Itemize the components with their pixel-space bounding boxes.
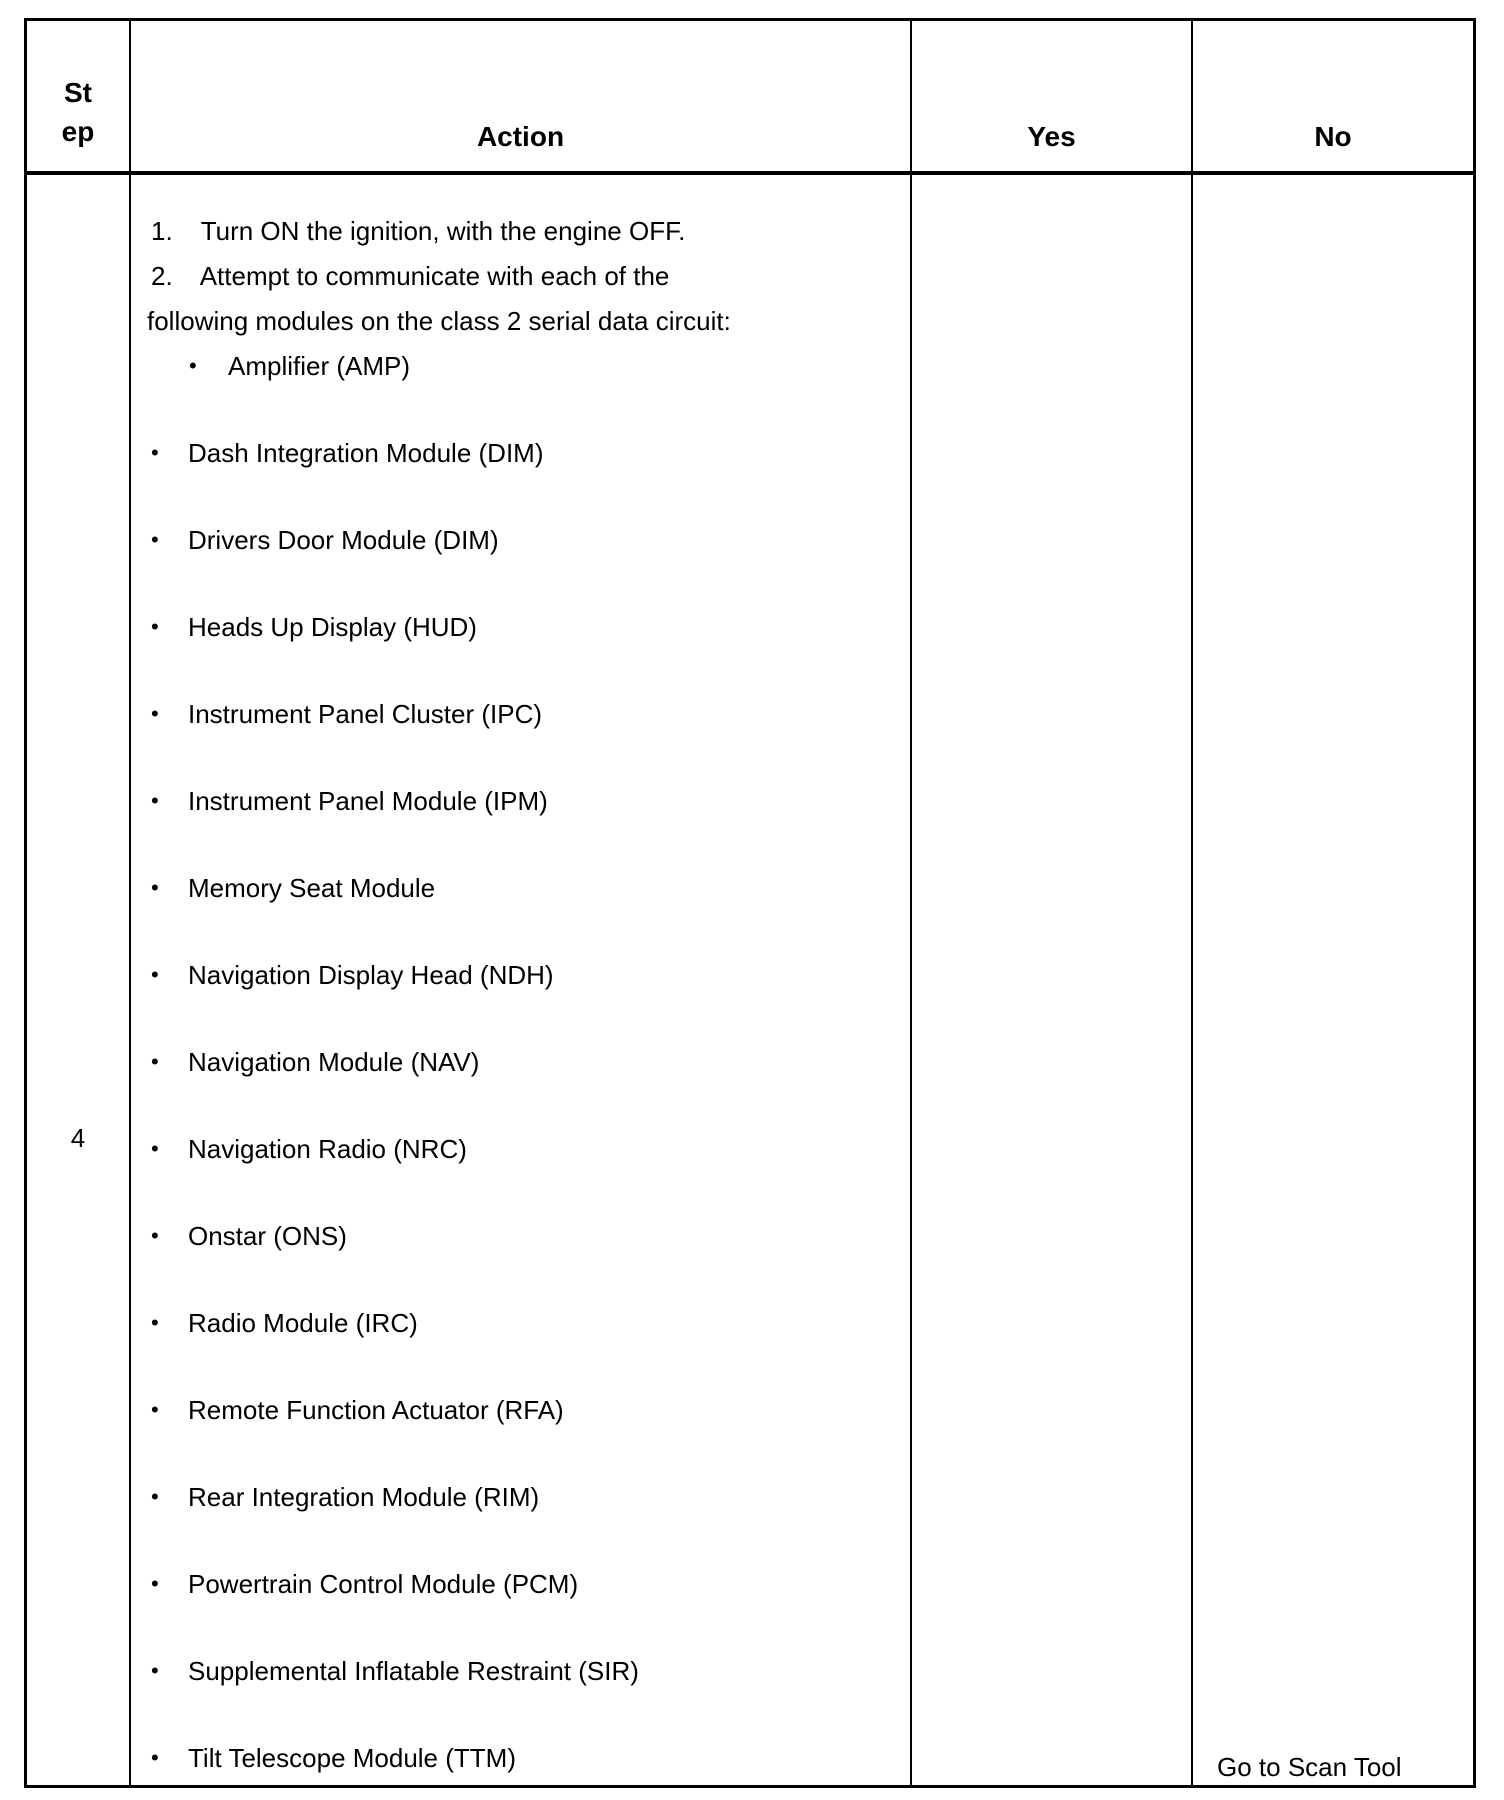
header-step-text: St ep — [61, 77, 95, 147]
module-item: Amplifier (AMP) — [228, 351, 411, 381]
bullet-icon: • — [151, 788, 159, 813]
module-item: Onstar (ONS) — [188, 1221, 347, 1251]
module-item: Powertrain Control Module (PCM) — [188, 1569, 579, 1599]
bullet-icon: • — [189, 353, 197, 378]
bullet-icon: • — [151, 1049, 159, 1074]
module-item: Supplemental Inflatable Restraint (SIR) — [188, 1656, 639, 1686]
step-number: 4 — [70, 1123, 86, 1153]
bullet-icon: • — [151, 962, 159, 987]
module-item: Memory Seat Module — [188, 873, 436, 903]
module-item: Instrument Panel Module (IPM) — [188, 786, 548, 816]
line-number: 1. — [151, 216, 173, 246]
bullet-icon: • — [151, 1136, 159, 1161]
bullet-icon: • — [151, 1484, 159, 1509]
bullet-icon: • — [151, 1397, 159, 1422]
module-item: Navigation Display Head (NDH) — [188, 960, 554, 990]
procedure-table — [24, 18, 1476, 1788]
bullet-icon: • — [151, 1310, 159, 1335]
bullet-icon: • — [151, 701, 159, 726]
numbered-line-1 — [151, 209, 685, 253]
bullet-icon: • — [151, 1571, 159, 1596]
line-number: 2. — [151, 261, 173, 291]
module-item: Radio Module (IRC) — [188, 1308, 418, 1338]
line-text: Attempt to communicate with each of the — [199, 261, 670, 291]
module-item: Dash Integration Module (DIM) — [188, 438, 544, 468]
line-text: Turn ON the ignition, with the engine OFF. — [200, 216, 686, 246]
header-action: Action — [476, 121, 565, 152]
header-step — [27, 73, 129, 151]
header-yes: Yes — [1027, 121, 1076, 152]
bullet-icon: • — [151, 440, 159, 465]
column-divider-step — [129, 21, 131, 1785]
no-result-text: Go to Scan Tool — [1217, 1752, 1402, 1782]
continuation-line: following modules on the class 2 serial data circuit: — [147, 306, 731, 336]
module-item: Rear Integration Module (RIM) — [188, 1482, 540, 1512]
column-divider-action — [910, 21, 912, 1785]
module-item: Heads Up Display (HUD) — [188, 612, 477, 642]
header-no: No — [1314, 121, 1352, 152]
column-divider-yes — [1191, 21, 1193, 1785]
bullet-icon: • — [151, 1223, 159, 1248]
bullet-icon: • — [151, 1658, 159, 1683]
module-item: Instrument Panel Cluster (IPC) — [188, 699, 543, 729]
module-item: Tilt Telescope Module (TTM) — [188, 1743, 516, 1773]
module-item: Remote Function Actuator (RFA) — [188, 1395, 564, 1425]
module-item: Navigation Radio (NRC) — [188, 1134, 467, 1164]
numbered-line-2 — [151, 254, 669, 298]
bullet-icon: • — [151, 875, 159, 900]
bullet-icon: • — [151, 527, 159, 552]
module-item: Navigation Module (NAV) — [188, 1047, 480, 1077]
bullet-icon: • — [151, 1745, 159, 1770]
bullet-icon: • — [151, 614, 159, 639]
header-divider — [27, 171, 1473, 175]
module-item: Drivers Door Module (DIM) — [188, 525, 499, 555]
